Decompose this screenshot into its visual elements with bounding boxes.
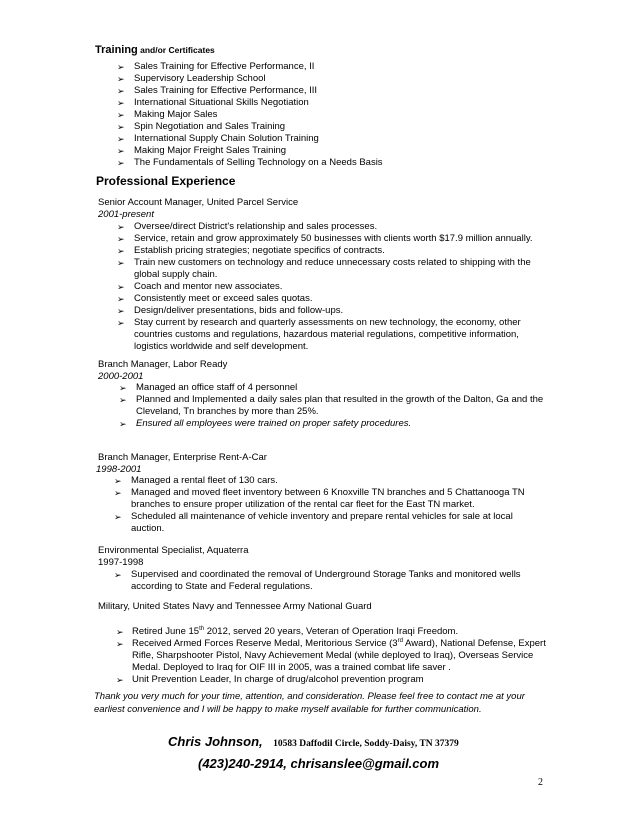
ups-bullet: Coach and mentor new associates.: [134, 281, 283, 292]
bullet-arrow-icon: ➢: [117, 110, 125, 120]
bullet-arrow-icon: ➢: [117, 74, 125, 84]
contact-address: 10583 Daffodil Circle, Soddy-Daisy, TN 37379: [273, 739, 459, 749]
bullet-arrow-icon: ➢: [116, 675, 124, 685]
ups-bullet: Consistently meet or exceed sales quotas.: [134, 293, 313, 304]
contact-phone-email: (423)240-2914, chrisanslee@gmail.com: [198, 756, 440, 771]
bullet-arrow-icon: ➢: [117, 86, 125, 96]
bullet-arrow-icon: ➢: [117, 222, 125, 232]
enterprise-bullet: auction.: [131, 523, 165, 534]
bullet-arrow-icon: ➢: [116, 639, 124, 649]
closing-line-2: earliest convenience and I will be happy to make myself available for further communication.: [94, 704, 482, 715]
bullet-arrow-icon: ➢: [114, 570, 122, 580]
page-number: 2: [538, 777, 543, 788]
labor-bullet: Ensured all employees were trained on proper safety procedures.: [136, 418, 412, 429]
bullet-arrow-icon: ➢: [117, 146, 125, 156]
ups-bullet: logistics worldwide and self development.: [134, 341, 309, 352]
bullet-arrow-icon: ➢: [117, 282, 125, 292]
bullet-arrow-icon: ➢: [116, 627, 124, 637]
aquaterra-dates: 1997-1998: [98, 557, 144, 568]
bullet-arrow-icon: ➢: [117, 122, 125, 132]
ups-bullet: Stay current by research and quarterly assessments on new technology, the economy, other: [134, 317, 521, 328]
military-bullet-2: Received Armed Forces Reserve Medal, Meritorious Service (3rd Award), National Defense, Expert: [132, 637, 546, 649]
enterprise-bullet: Managed and moved fleet inventory between 6 Knoxville TN branches and 5 Chattanooga TN: [131, 487, 525, 498]
aquaterra-bullet: Supervised and coordinated the removal of Underground Storage Tanks and monitored wells: [131, 569, 521, 580]
enterprise-role: Branch Manager, Enterprise Rent-A-Car: [98, 452, 267, 463]
military-bullet-1: Retired June 15th 2012, served 20 years, Veteran of Operation Iraqi Freedom.: [132, 625, 459, 637]
bullet-arrow-icon: ➢: [117, 246, 125, 256]
training-heading: Training and/or Certificates: [95, 44, 215, 56]
ups-bullet: countries customs and regulations, hazardous material regulations, competitive information,: [134, 329, 519, 340]
enterprise-dates: 1998-2001: [96, 464, 142, 475]
military-role: Military, United States Navy and Tennessee Army National Guard: [98, 601, 372, 612]
bullet-arrow-icon: ➢: [117, 258, 125, 268]
training-item: Supervisory Leadership School: [134, 73, 266, 84]
enterprise-bullet: Managed a rental fleet of 130 cars.: [131, 475, 278, 486]
bullet-arrow-icon: ➢: [117, 134, 125, 144]
ups-role: Senior Account Manager, United Parcel Service: [98, 197, 299, 208]
bullet-arrow-icon: ➢: [117, 158, 125, 168]
training-item: International Situational Skills Negotiation: [134, 97, 309, 108]
contact-name: Chris Johnson,: [168, 734, 263, 749]
ups-bullet: global supply chain.: [134, 269, 218, 280]
training-item: The Fundamentals of Selling Technology on a Needs Basis: [134, 157, 383, 168]
bullet-arrow-icon: ➢: [117, 294, 125, 304]
training-item: Making Major Freight Sales Training: [134, 145, 287, 156]
military-bullet-2-line-3: Medal. Deployed to Iraq for OIF III in 2005, was a trained combat life saver .: [132, 662, 451, 673]
ups-bullet: Establish pricing strategies; negotiate specifics of contracts.: [134, 245, 385, 256]
labor-dates: 2000-2001: [98, 371, 144, 382]
bullet-arrow-icon: ➢: [117, 234, 125, 244]
bullet-arrow-icon: ➢: [114, 488, 122, 498]
military-bullet-3: Unit Prevention Leader, In charge of drug/alcohol prevention program: [132, 674, 424, 685]
enterprise-bullet: Scheduled all maintenance of vehicle inventory and prepare rental vehicles for sale at local: [131, 511, 513, 522]
ups-bullet: Design/deliver presentations, bids and follow-ups.: [134, 305, 344, 316]
labor-role: Branch Manager, Labor Ready: [98, 359, 228, 370]
training-item: Sales Training for Effective Performance, III: [134, 85, 318, 96]
training-item: International Supply Chain Solution Training: [134, 133, 319, 144]
ups-bullet: Train new customers on technology and reduce unnecessary costs related to shipping with the: [134, 257, 531, 268]
enterprise-bullet: branches to ensure proper utilization of the rental car fleet for the East TN market.: [131, 499, 475, 510]
labor-bullet: Managed an office staff of 4 personnel: [136, 382, 298, 393]
bullet-arrow-icon: ➢: [119, 383, 127, 393]
aquaterra-bullet: according to State and Federal regulations.: [131, 581, 313, 592]
labor-bullet: Cleveland, Tn branches by more than 25%.: [136, 406, 319, 417]
ups-dates: 2001-present: [98, 209, 154, 220]
training-item: Making Major Sales: [134, 109, 218, 120]
bullet-arrow-icon: ➢: [117, 318, 125, 328]
ups-bullet: Service, retain and grow approximately 50 businesses with clients worth $17.9 million annually.: [134, 233, 533, 244]
aquaterra-role: Environmental Specialist, Aquaterra: [98, 545, 249, 556]
bullet-arrow-icon: ➢: [117, 98, 125, 108]
bullet-arrow-icon: ➢: [114, 512, 122, 522]
experience-heading: Professional Experience: [96, 174, 236, 188]
military-bullet-2-line-2: Rifle, Sharpshooter Pistol, Navy Achievement Medal (while deployed to Iraq), Overseas Service: [132, 650, 534, 661]
training-item: Spin Negotiation and Sales Training: [134, 121, 286, 132]
bullet-arrow-icon: ➢: [119, 395, 127, 405]
ups-bullet: Oversee/direct District's relationship and sales processes.: [134, 221, 378, 232]
contact-line-1: [168, 734, 459, 752]
bullet-arrow-icon: ➢: [114, 476, 122, 486]
bullet-arrow-icon: ➢: [117, 306, 125, 316]
training-item: Sales Training for Effective Performance, II: [134, 61, 315, 72]
bullet-arrow-icon: ➢: [119, 419, 127, 429]
bullet-arrow-icon: ➢: [117, 62, 125, 72]
closing-line-1: Thank you very much for your time, attention, and consideration. Please feel free to contact me at your: [94, 691, 525, 702]
labor-bullet: Planned and Implemented a daily sales plan that resulted in the growth of the Dalton, Ga and the: [136, 394, 544, 405]
